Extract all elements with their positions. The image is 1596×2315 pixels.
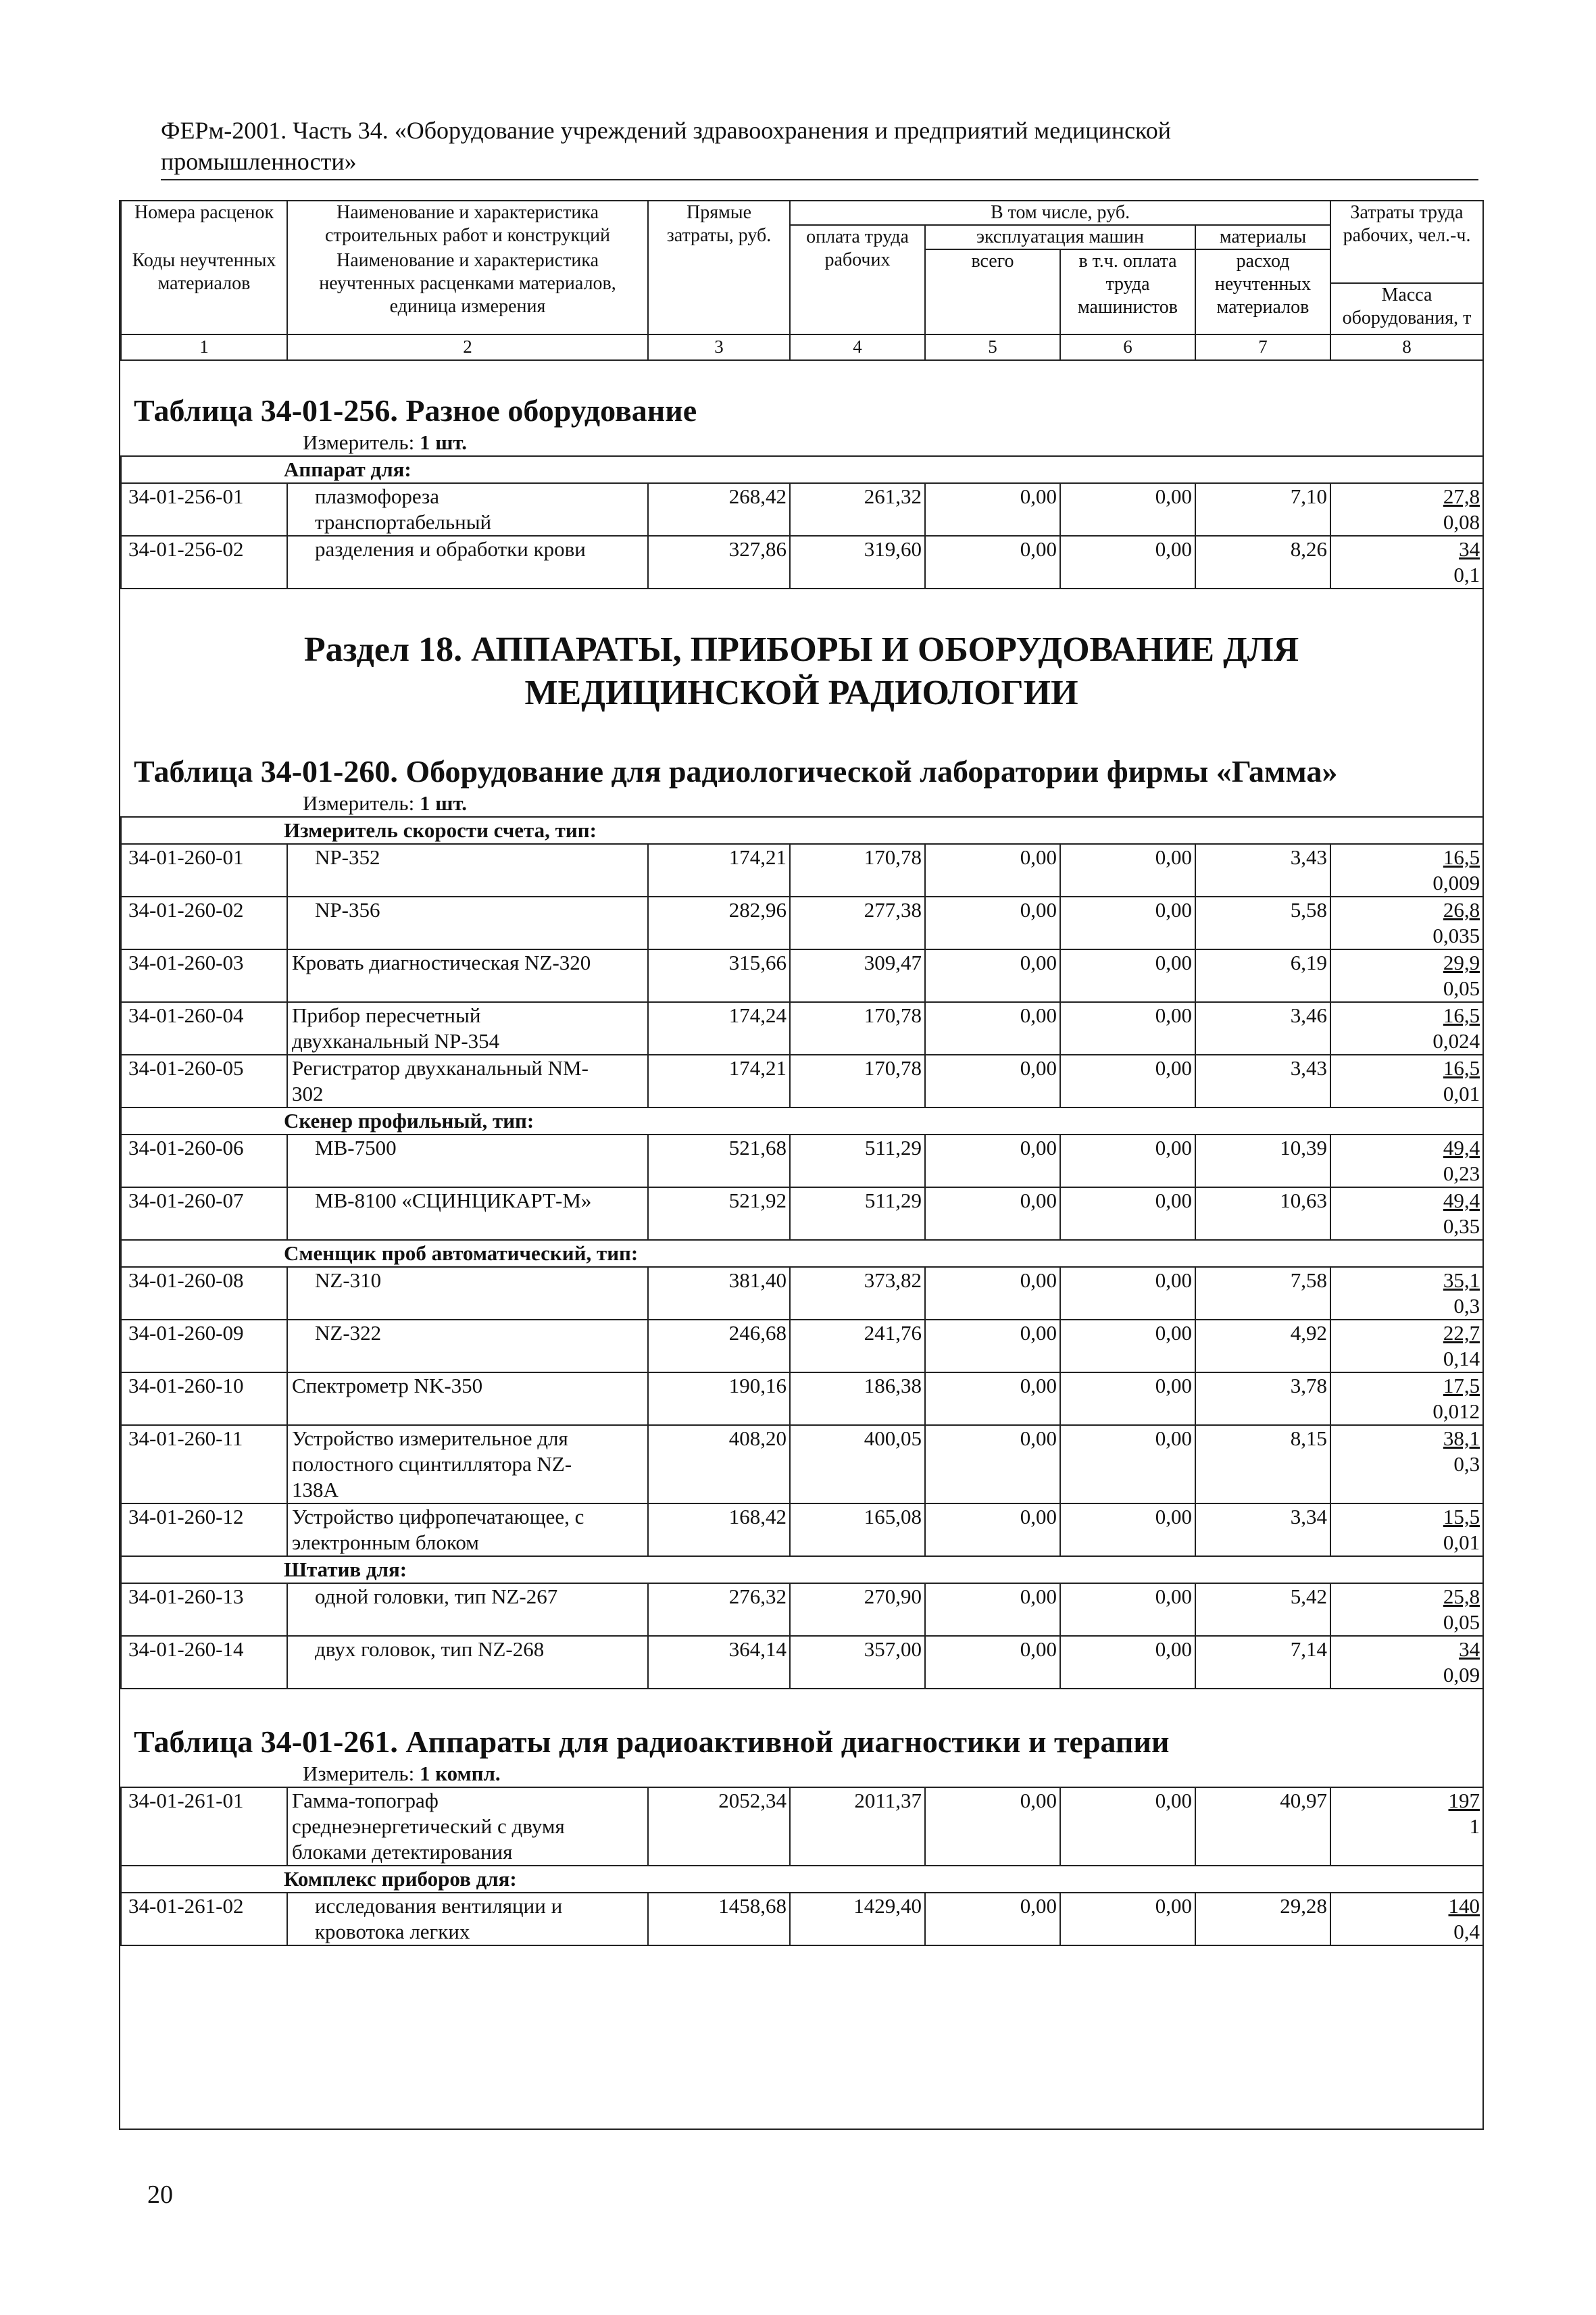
labor-and-mass [1330,1002,1483,1055]
equipment-mass: 0,3 [1453,1452,1480,1476]
worker-pay: 357,00 [790,1636,925,1689]
table-row [121,1372,1483,1425]
row-code: 34-01-260-11 [121,1425,287,1503]
direct-cost: 282,96 [648,897,790,949]
labor-and-mass [1330,1187,1483,1240]
machines-total: 0,00 [925,949,1060,1002]
labor-hours: 25,8 [1443,1585,1480,1608]
col8-top-header: Затраты труда рабочих, чел.-ч. [1330,201,1483,283]
direct-cost: 315,66 [648,949,790,1002]
direct-cost: 268,42 [648,483,790,536]
machines-total: 0,00 [925,483,1060,536]
row-name-line: исследования вентиляции и [315,1894,563,1918]
materials-cost: 3,43 [1195,844,1330,897]
labor-and-mass [1330,949,1483,1002]
row-code: 34-01-260-01 [121,844,287,897]
col4-header: оплата труда рабочих [790,225,925,334]
table-row [121,1135,1483,1187]
labor-and-mass [1330,1135,1483,1187]
row-name-line: плазмофореза [315,484,439,508]
row-name-line: 138A [292,1478,339,1501]
machinist-pay: 0,00 [1060,1187,1195,1240]
col3-header: Прямые затраты, руб. [648,201,790,334]
row-code: 34-01-261-02 [121,1893,287,1945]
row-name [287,1002,648,1055]
row-name-line: MB-7500 [315,1136,397,1160]
header-line-2: промышленности» [161,148,357,175]
row-name [287,483,648,536]
col2-bottom-header: Наименование и характеристика неучтенных расценками материалов, единица измерения [287,249,648,334]
labor-and-mass [1330,1267,1483,1320]
table-260 [120,816,1484,1689]
materials-cost: 5,58 [1195,897,1330,949]
row-name-line: блоками детектирования [292,1840,513,1864]
row-name [287,897,648,949]
row-name [287,1267,648,1320]
subheader: Комплекс приборов для: [121,1866,1483,1893]
colnum-2: 2 [287,334,648,360]
direct-cost: 381,40 [648,1267,790,1320]
labor-hours: 35,1 [1443,1268,1480,1292]
direct-cost: 521,68 [648,1135,790,1187]
labor-hours: 16,5 [1443,845,1480,869]
machines-total: 0,00 [925,1002,1060,1055]
col1-bottom-header: Коды неучтенных материалов [121,249,287,334]
row-code: 34-01-260-12 [121,1503,287,1556]
worker-pay: 2011,37 [790,1787,925,1866]
materials-cost: 3,34 [1195,1503,1330,1556]
row-name-line: Кровать диагностическая NZ-320 [292,951,591,974]
worker-pay: 170,78 [790,1055,925,1107]
machinist-pay: 0,00 [1060,1002,1195,1055]
materials-cost: 8,15 [1195,1425,1330,1503]
table-260-title: Таблица 34-01-260. Оборудование для радиологической лаборатории фирмы «Гамма» [134,754,1338,789]
labor-hours: 49,4 [1443,1189,1480,1212]
labor-hours: 15,5 [1443,1505,1480,1528]
equipment-mass: 0,1 [1453,563,1480,587]
col5-header: всего [925,249,1060,334]
equipment-mass: 0,024 [1432,1029,1480,1053]
row-name [287,1583,648,1636]
row-name-line: MB-8100 «СЦИНЦИКАРТ-М» [315,1189,592,1212]
measure-value: 1 компл. [419,1762,501,1785]
direct-cost: 168,42 [648,1503,790,1556]
equipment-mass: 0,05 [1443,1610,1480,1634]
measure-value: 1 шт. [419,430,468,454]
table-260-measure [120,791,1482,816]
colnum-4: 4 [790,334,925,360]
worker-pay: 373,82 [790,1267,925,1320]
worker-pay: 319,60 [790,536,925,589]
materials-cost: 29,28 [1195,1893,1330,1945]
running-header [161,115,1350,177]
row-name [287,1372,648,1425]
labor-hours: 140 [1448,1894,1480,1918]
equipment-mass: 0,35 [1443,1214,1480,1238]
row-name-line: двух головок, тип NZ-268 [315,1637,545,1661]
row-name-line: Регистратор двухканальный NM- [292,1056,589,1080]
page-number: 20 [147,2181,173,2209]
worker-pay: 170,78 [790,844,925,897]
direct-cost: 276,32 [648,1583,790,1636]
measure-label: Измеритель: [303,1762,415,1785]
materials-cost: 7,14 [1195,1636,1330,1689]
row-code: 34-01-260-07 [121,1187,287,1240]
equipment-mass: 0,4 [1453,1920,1480,1943]
machines-total: 0,00 [925,1372,1060,1425]
equipment-mass: 0,01 [1443,1082,1480,1105]
equipment-mass: 0,05 [1443,976,1480,1000]
header-line-1: ФЕРм-2001. Часть 34. «Оборудование учреждений здравоохранения и предприятий медицинской [161,117,1171,144]
table-row [121,1893,1483,1945]
table-row [121,949,1483,1002]
worker-pay: 511,29 [790,1135,925,1187]
worker-pay: 270,90 [790,1583,925,1636]
row-name [287,949,648,1002]
table-row [121,1267,1483,1320]
row-code: 34-01-260-10 [121,1372,287,1425]
including-header: В том числе, руб. [790,201,1330,225]
machines-total: 0,00 [925,844,1060,897]
labor-and-mass [1330,1372,1483,1425]
table-row [121,897,1483,949]
materials-cost: 40,97 [1195,1787,1330,1866]
row-name [287,1787,648,1866]
row-name-line: одной головки, тип NZ-267 [315,1585,558,1608]
direct-cost: 408,20 [648,1425,790,1503]
machinist-pay: 0,00 [1060,844,1195,897]
row-code: 34-01-256-01 [121,483,287,536]
measure-label: Измеритель: [303,791,415,815]
table-261-title: Таблица 34-01-261. Аппараты для радиоактивной диагностики и терапии [134,1724,1170,1759]
labor-and-mass [1330,1503,1483,1556]
row-name [287,1425,648,1503]
labor-and-mass [1330,844,1483,897]
labor-and-mass [1330,1893,1483,1945]
row-code: 34-01-260-06 [121,1135,287,1187]
row-code: 34-01-261-01 [121,1787,287,1866]
row-name-line: электронным блоком [292,1530,479,1554]
row-name-line: полостного сцинтиллятора NZ- [292,1452,572,1476]
col2-top-header: Наименование и характеристика строительных работ и конструкций [287,201,648,249]
direct-cost: 174,21 [648,844,790,897]
table-256 [120,455,1484,589]
labor-and-mass [1330,1583,1483,1636]
machines-total: 0,00 [925,897,1060,949]
equipment-mass: 0,3 [1453,1294,1480,1318]
labor-and-mass [1330,1320,1483,1372]
machines-total: 0,00 [925,1320,1060,1372]
labor-and-mass [1330,536,1483,589]
worker-pay: 186,38 [790,1372,925,1425]
labor-and-mass [1330,1636,1483,1689]
direct-cost: 2052,34 [648,1787,790,1866]
subheader: Скенер профильный, тип: [121,1107,1483,1135]
equipment-mass: 0,01 [1443,1530,1480,1554]
direct-cost: 174,24 [648,1002,790,1055]
col6-header: в т.ч. оплата труда машинистов [1060,249,1195,334]
labor-hours: 16,5 [1443,1056,1480,1080]
row-name-line: Устройство цифропечатающее, с [292,1505,584,1528]
table-row [121,483,1483,536]
machines-total: 0,00 [925,1187,1060,1240]
subheader: Сменщик проб автоматический, тип: [121,1240,1483,1267]
measure-value: 1 шт. [419,791,468,815]
colnum-3: 3 [648,334,790,360]
row-name-line: Спектрометр NK-350 [292,1374,483,1397]
labor-hours: 197 [1448,1789,1480,1812]
worker-pay: 309,47 [790,949,925,1002]
labor-hours: 38,1 [1443,1426,1480,1450]
row-name-line: транспортабельный [315,510,492,534]
labor-hours: 34 [1459,1637,1480,1661]
equipment-mass: 0,14 [1443,1347,1480,1370]
measure-label: Измеритель: [303,430,415,454]
machinist-pay: 0,00 [1060,1503,1195,1556]
labor-hours: 17,5 [1443,1374,1480,1397]
materials-cost: 8,26 [1195,536,1330,589]
row-name [287,1320,648,1372]
machinist-pay: 0,00 [1060,483,1195,536]
section-title-line-2: МЕДИЦИНСКОЙ РАДИОЛОГИИ [524,674,1078,712]
row-code: 34-01-260-05 [121,1055,287,1107]
row-name-line: кровотока легких [315,1920,470,1943]
row-code: 34-01-260-09 [121,1320,287,1372]
subheader: Штатив для: [121,1556,1483,1583]
materials-cost: 10,63 [1195,1187,1330,1240]
materials-cost: 3,43 [1195,1055,1330,1107]
direct-cost: 1458,68 [648,1893,790,1945]
direct-cost: 246,68 [648,1320,790,1372]
labor-hours: 29,9 [1443,951,1480,974]
row-name [287,1503,648,1556]
machinist-pay: 0,00 [1060,1583,1195,1636]
column-header-table [120,200,1484,361]
page-frame [119,200,1484,2130]
labor-and-mass [1330,1787,1483,1866]
materials-cost: 6,19 [1195,949,1330,1002]
worker-pay: 511,29 [790,1187,925,1240]
machinist-pay: 0,00 [1060,1787,1195,1866]
worker-pay: 165,08 [790,1503,925,1556]
worker-pay: 277,38 [790,897,925,949]
colnum-6: 6 [1060,334,1195,360]
col1-top-header: Номера расценок [121,201,287,249]
table-row [121,1787,1483,1866]
materials-cost: 5,42 [1195,1583,1330,1636]
worker-pay: 241,76 [790,1320,925,1372]
equipment-mass: 0,23 [1443,1162,1480,1185]
equipment-mass: 0,009 [1432,871,1480,895]
row-name [287,1187,648,1240]
machines-header: эксплуатация машин [925,225,1195,249]
machines-total: 0,00 [925,1787,1060,1866]
row-name-line: Прибор пересчетный [292,1003,481,1027]
equipment-mass: 0,09 [1443,1663,1480,1687]
labor-hours: 27,8 [1443,484,1480,508]
row-code: 34-01-260-13 [121,1583,287,1636]
row-code: 34-01-260-08 [121,1267,287,1320]
row-name [287,1135,648,1187]
direct-cost: 521,92 [648,1187,790,1240]
machines-total: 0,00 [925,1425,1060,1503]
labor-and-mass [1330,1055,1483,1107]
table-row [121,1002,1483,1055]
table-row [121,1503,1483,1556]
row-name [287,1893,648,1945]
row-name-line: NP-352 [315,845,380,869]
machinist-pay: 0,00 [1060,1055,1195,1107]
worker-pay: 1429,40 [790,1893,925,1945]
machines-total: 0,00 [925,1135,1060,1187]
machinist-pay: 0,00 [1060,897,1195,949]
row-code: 34-01-260-03 [121,949,287,1002]
row-code: 34-01-260-02 [121,897,287,949]
row-code: 34-01-260-04 [121,1002,287,1055]
colnum-1: 1 [121,334,287,360]
labor-hours: 16,5 [1443,1003,1480,1027]
worker-pay: 261,32 [790,483,925,536]
row-name [287,1636,648,1689]
row-code: 34-01-260-14 [121,1636,287,1689]
labor-and-mass [1330,897,1483,949]
direct-cost: 190,16 [648,1372,790,1425]
machinist-pay: 0,00 [1060,1267,1195,1320]
direct-cost: 327,86 [648,536,790,589]
machinist-pay: 0,00 [1060,1372,1195,1425]
equipment-mass: 0,035 [1432,924,1480,947]
row-name [287,536,648,589]
row-name-line: среднеэнергетический с двумя [292,1814,565,1838]
materials-header: материалы [1195,225,1330,249]
materials-cost: 4,92 [1195,1320,1330,1372]
labor-hours: 49,4 [1443,1136,1480,1160]
direct-cost: 364,14 [648,1636,790,1689]
table-row [121,1187,1483,1240]
col7-header: расход неучтенных материалов [1195,249,1330,334]
worker-pay: 170,78 [790,1002,925,1055]
row-name-line: NZ-322 [315,1321,382,1345]
table-261 [120,1787,1484,1946]
table-row [121,1320,1483,1372]
labor-hours: 34 [1459,537,1480,561]
table-261-measure [120,1761,1482,1787]
row-code: 34-01-256-02 [121,536,287,589]
materials-cost: 7,58 [1195,1267,1330,1320]
equipment-mass: 1 [1469,1814,1480,1838]
row-name-line: NZ-310 [315,1268,382,1292]
equipment-mass: 0,012 [1432,1399,1480,1423]
machines-total: 0,00 [925,1055,1060,1107]
labor-hours: 26,8 [1443,898,1480,922]
subheader: Измеритель скорости счета, тип: [121,817,1483,844]
col8-bottom-header: Масса оборудования, т [1330,283,1483,334]
labor-and-mass [1330,1425,1483,1503]
labor-and-mass [1330,483,1483,536]
machinist-pay: 0,00 [1060,1636,1195,1689]
machines-total: 0,00 [925,1583,1060,1636]
machines-total: 0,00 [925,1636,1060,1689]
colnum-7: 7 [1195,334,1330,360]
row-name [287,1055,648,1107]
colnum-5: 5 [925,334,1060,360]
colnum-8: 8 [1330,334,1483,360]
machines-total: 0,00 [925,1267,1060,1320]
machinist-pay: 0,00 [1060,1425,1195,1503]
section-title [120,628,1482,715]
row-name-line: двухканальный NP-354 [292,1029,500,1053]
row-name [287,844,648,897]
machinist-pay: 0,00 [1060,1320,1195,1372]
header-rule [161,179,1478,180]
materials-cost: 7,10 [1195,483,1330,536]
machines-total: 0,00 [925,1503,1060,1556]
worker-pay: 400,05 [790,1425,925,1503]
section-title-line-1: Раздел 18. АППАРАТЫ, ПРИБОРЫ И ОБОРУДОВАНИЕ ДЛЯ [303,630,1299,669]
machinist-pay: 0,00 [1060,949,1195,1002]
direct-cost: 174,21 [648,1055,790,1107]
materials-cost: 3,46 [1195,1002,1330,1055]
table-256-title: Таблица 34-01-256. Разное оборудование [134,393,697,428]
row-name-line: Устройство измерительное для [292,1426,568,1450]
labor-hours: 22,7 [1443,1321,1480,1345]
table-row [121,1425,1483,1503]
materials-cost: 10,39 [1195,1135,1330,1187]
table-row [121,1636,1483,1689]
machines-total: 0,00 [925,1893,1060,1945]
row-name-line: Гамма-топограф [292,1789,439,1812]
materials-cost: 3,78 [1195,1372,1330,1425]
table-row [121,844,1483,897]
machines-total: 0,00 [925,536,1060,589]
table-row [121,1055,1483,1107]
row-name-line: 302 [292,1082,324,1105]
equipment-mass: 0,08 [1443,510,1480,534]
table-row [121,1583,1483,1636]
table-row [121,536,1483,589]
machinist-pay: 0,00 [1060,1135,1195,1187]
row-name-line: NP-356 [315,898,380,922]
machinist-pay: 0,00 [1060,536,1195,589]
machinist-pay: 0,00 [1060,1893,1195,1945]
subheader: Аппарат для: [121,456,1483,483]
row-name-line: разделения и обработки крови [315,537,586,561]
table-256-measure [120,430,1482,455]
